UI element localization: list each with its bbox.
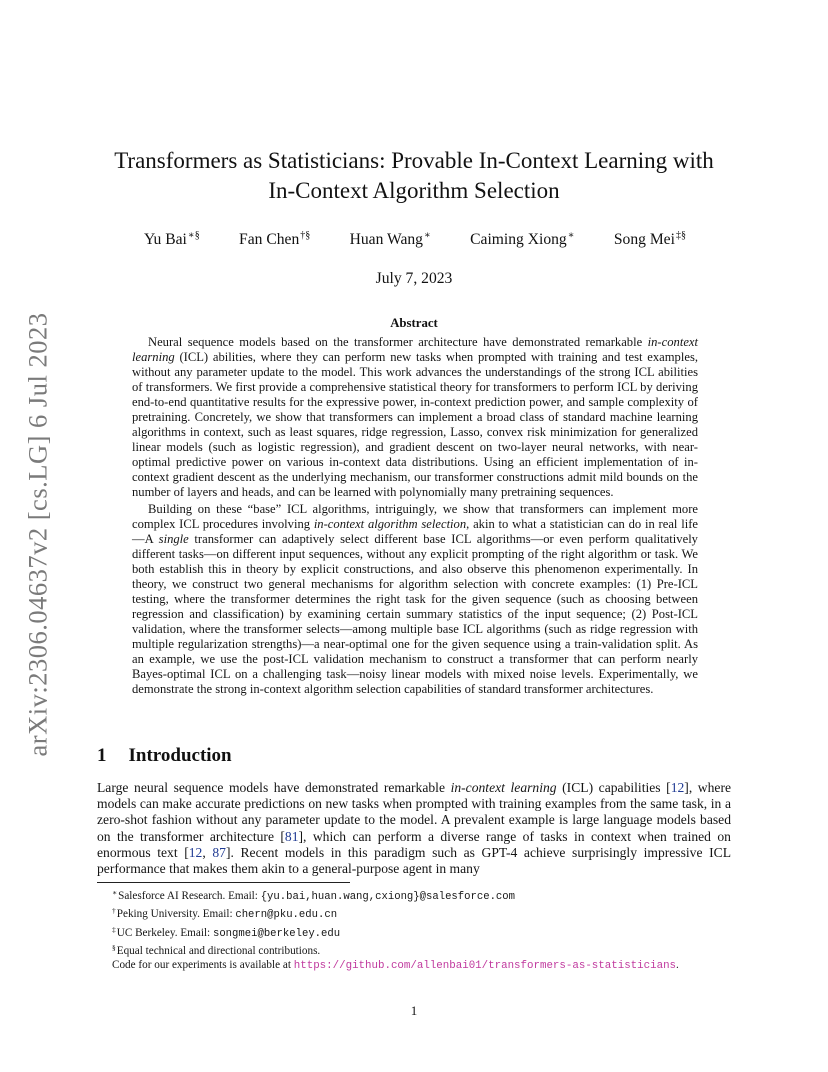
text-run: Large neural sequence models have demonstrated remarkable [97,780,451,795]
footnote-text: UC Berkeley. Email: [116,926,213,939]
footnote [97,904,731,922]
text-run: , [202,844,213,860]
author-affiliation-marks: ‡§ [675,230,686,241]
text-run: (ICL) abilities, where they can perform new tasks when prompted with training and test examples, without any parameter update to the model. This work advances the understandings of the strong ICL abilities of transformers. We first provide a comprehensive statistical theory for transformers to perform ICL by deriving end-to-end quantitative results for the expressive power, in-context prediction power, and sample complexity of pretraining. Concretely, we show that transformers can implement a broad class of standard machine learning algorithms in context, such as least squares, ridge regression, Lasso, convex risk minimization for generalized linear models (such as logistic regression), and gradient descent on two-layer neural networks, with near-optimal predictive power on various in-context data distributions. Using an efficient implementation of in-context gradient descent as the underlying mechanism, our transformer constructions admit mild bounds on the number of layers and heads, and can be learned with polynomially many pretraining sequences. [132,350,698,500]
paper-title [96,146,732,206]
author-name: Caiming Xiong [470,231,567,248]
email-address: chern@pku.edu.cn [235,909,338,922]
author [470,230,574,249]
text-run: transformer can adaptively select different base ICL algorithms—or even perform qualitatively different tasks—on different input sequences, without any explicit prompting of the right algorithm or task. We both establish this in theory by explicit constructions, and also observe this phenomenon experimentally. In theory, we construct two general mechanisms for algorithm selection with concrete examples: (1) Pre-ICL testing, where the transformer determines the right task for the given sequence (such as choosing between regression and classification) by examining certain summary statistics of the input sequence; (2) Post-ICL validation, where the transformer selects—among multiple base ICL algorithms (such as ridge regression with multiple regularization strengths)—a near-optimal one for the given sequence using a train-validation split. As an example, we use the post-ICL validation mechanism to construct a transformer that can perform nearly Bayes-optimal ICL on a challenging task—noisy linear models with mixed noise levels. Experimentally, we demonstrate the strong in-context algorithm selection capabilities of standard transformer architectures. [132,531,698,697]
author-name: Fan Chen [239,231,300,248]
email-address: {yu.bai,huan.wang,cxiong}@salesforce.com [260,891,515,903]
text-run: ]. Recent models in this paradigm such as GPT-4 achieve surprisingly impressive ICL performance that makes them akin to a general-purpose agent in many [97,844,731,877]
section-number: 1 [97,745,107,766]
title-line-1: Transformers as Statisticians: Provable In-Context Learning with [114,148,714,173]
intro-paragraph [97,780,731,877]
abstract-paragraph [132,335,698,501]
author-affiliation-marks: ∗ [423,230,431,241]
emphasis: in-context learning [132,335,698,365]
text-run: Building on these “base” ICL algorithms, intriguingly, we show that transformers can implement more complex ICL procedures involving [132,501,698,531]
abstract-heading: Abstract [390,316,438,330]
abstract-body [132,335,698,697]
arxiv-identifier-text: arXiv:2306.04637v2 [cs.LG] 6 Jul 2023 [22,312,53,756]
footnote [97,923,731,941]
footnotes [97,886,731,973]
author-affiliation-marks: ∗ [567,230,575,241]
author-name: Song Mei [613,231,675,248]
footnote-text: Peking University. Email: [116,908,236,921]
author-affiliation-marks: ∗§ [187,230,200,241]
emphasis: in-context algorithm selection [313,516,467,531]
author-list [96,230,732,249]
footnote-mark: § [112,942,116,952]
text-run: ], which can perform a diverse range of tasks in context when trained on enormous text [ [97,828,731,860]
footnote-mark: † [112,906,116,916]
citation-link[interactable]: 87 [212,844,226,860]
introduction-body [97,780,731,877]
footnote-divider [97,882,350,883]
footnote [97,886,731,904]
code-repository-link[interactable]: https://github.com/allenbai01/transformers-as-statisticians [293,960,677,973]
citation-link[interactable]: 12 [188,844,203,860]
arxiv-identifier-stamp [20,300,56,768]
text-run: Neural sequence models based on the transformer architecture have demonstrated remarkable [148,335,648,349]
footnote-mark: ‡ [112,924,116,934]
author [144,230,200,249]
text-run: (ICL) capabilities [ [556,780,671,795]
page-number: 1 [410,1003,418,1018]
emphasis: single [158,531,189,546]
text-run: ], where models can make accurate predictions on new tasks when prompted with training examples from the same task, in a zero-shot fashion without any parameter update to the model. A prevalent example is large language models based on the transformer architecture [ [97,780,732,844]
publication-date: July 7, 2023 [375,270,453,287]
author [614,230,686,249]
section-heading [97,745,232,767]
author-name: Huan Wang [349,231,423,248]
text-run: , akin to what a statistician can do in real life—A [132,516,698,546]
author [350,230,431,249]
footnote-mark: ∗ [112,888,118,897]
author [239,230,310,249]
abstract-paragraph [132,502,698,698]
section-title: Introduction [128,745,232,766]
title-line-2: In-Context Algorithm Selection [268,178,560,203]
footnote-text: Salesforce AI Research. Email: [118,890,261,902]
footnote-text: Code for our experiments is available at [112,959,294,972]
email-address: songmei@berkeley.edu [212,927,341,940]
citation-link[interactable]: 81 [284,828,299,844]
author-name: Yu Bai [144,231,187,248]
footnote [97,941,731,958]
footnote-text: Equal technical and directional contributions. [116,944,321,957]
author-affiliation-marks: †§ [300,230,311,241]
footnote-text: . [676,959,679,972]
emphasis: in-context learning [450,780,557,795]
citation-link[interactable]: 12 [670,780,685,795]
footnote [97,958,731,973]
